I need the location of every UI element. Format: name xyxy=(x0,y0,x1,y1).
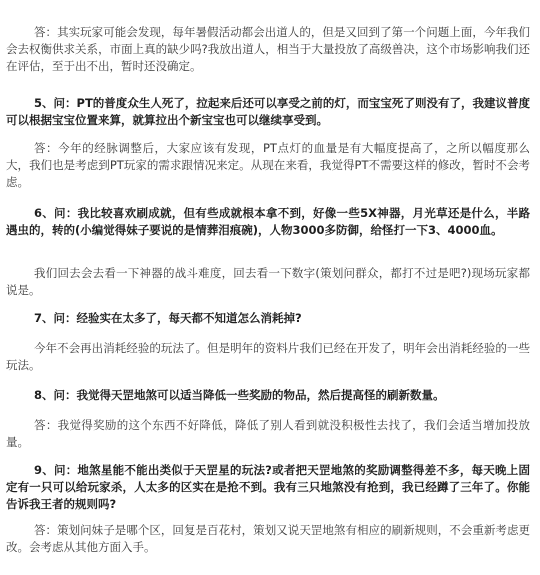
answer-6: 我们回去会去看一下神器的战斗难度，回去看一下数字(策划问群众，都打不过是吧?)现场玩家都说是。 xyxy=(6,266,530,297)
answer-9: 答：策划问妹子是哪个区，回复是百花村，策划又说天罡地煞有相应的刷新规则，不会重新考虑更改。会考虑从其他方面入手。 xyxy=(6,523,530,554)
answer-5: 答：今年的经脉调整后，大家应该有发现，PT点灯的血量是有大幅度提高了，之所以幅度那么大，我们也是考虑到PT玩家的需求跟情况来定。从现在来看，我觉得PT不需要这样的修改，暂时不会考虑。 xyxy=(6,141,530,189)
answer-paragraph: 答：其实玩家可能会发现，每年暑假活动都会出道人的，但是又回到了第一个问题上面，今年我们会去权衡供求关系，市面上真的缺少吗?我放出道人，相当于大量投放了高级兽决，这个市场影响我们还在评估，至于出不出，暂时还没确定。 xyxy=(6,25,530,73)
answer-7: 今年不会再出消耗经验的玩法了。但是明年的资料片我们已经在开发了，明年会出消耗经验的一些玩法。 xyxy=(6,341,530,372)
question-6: 6、问：我比较喜欢刷成就，但有些成就根本拿不到，好像一些5X神器，月光草还是什么，半路遇虫的，转的(小编觉得妹子要说的是情葬泪痕碗)，人物3000多防御，给怪打一下3、4000血。 xyxy=(6,206,530,237)
question-9: 9、问：地煞星能不能出类似于天罡星的玩法?或者把天罡地煞的奖励调整得差不多，每天晚上固定有一只可以给玩家杀，人太多的区实在是抢不到。我有三只地煞没有抢到，我已经蹲了三年了。你能告诉我王者的规则吗? xyxy=(6,463,530,511)
question-7: 7、问：经验实在太多了，每天都不知道怎么消耗掉? xyxy=(34,311,302,325)
question-8: 8、问：我觉得天罡地煞可以适当降低一些奖励的物品，然后提高怪的刷新数量。 xyxy=(34,388,445,402)
question-5: 5、问：PT的普度众生人死了，拉起来后还可以享受之前的灯，而宝宝死了则没有了，我建议普度可以根据宝宝位置来算，就算拉出个新宝宝也可以继续享受到。 xyxy=(6,96,530,127)
answer-8: 答：我觉得奖励的这个东西不好降低，降低了别人看到就没积极性去找了，我们会适当增加投放量。 xyxy=(6,418,530,449)
